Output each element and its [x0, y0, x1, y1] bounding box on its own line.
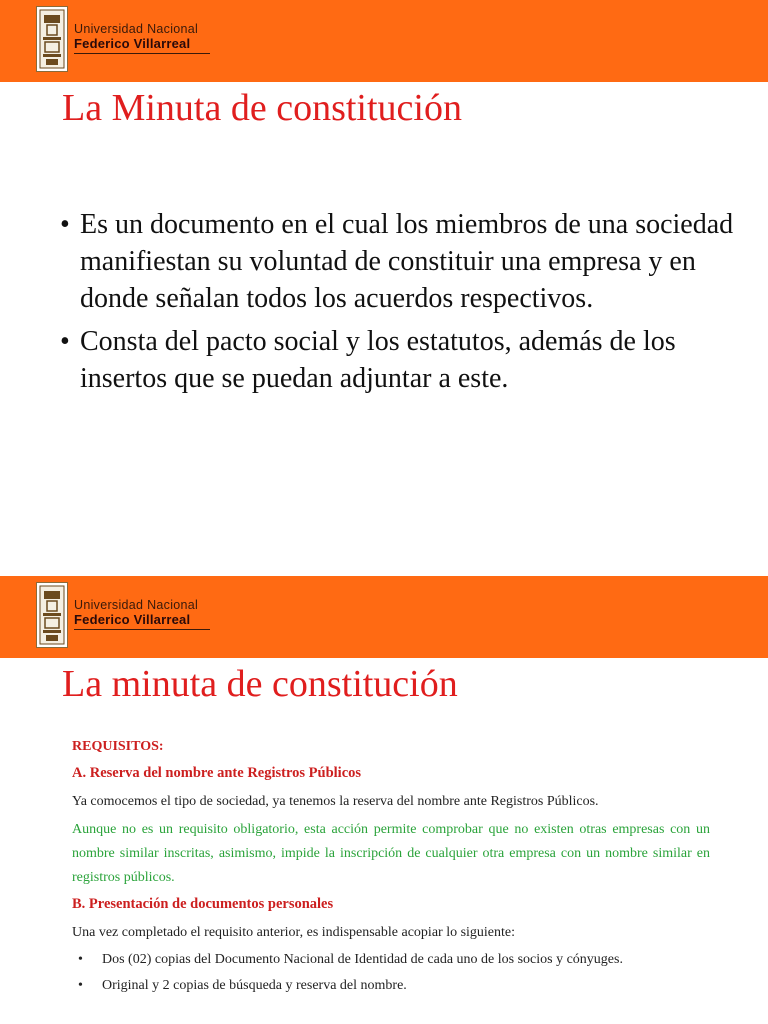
slide-divider: [0, 560, 768, 576]
university-logo: [36, 6, 68, 72]
slide-title: La minuta de constitución: [62, 663, 458, 705]
section-b-heading: B. Presentación de documentos personales: [72, 896, 334, 912]
university-name-line1: Universidad Nacional: [74, 598, 199, 612]
slide-title: La Minuta de constitución: [62, 87, 462, 129]
slide-content: [72, 739, 710, 1001]
section-a-heading: A. Reserva del nombre ante Registros Públicos: [72, 765, 362, 781]
slide-header: [0, 0, 768, 82]
university-name-line2: Federico Villarreal: [74, 612, 191, 627]
university-name-underline: [74, 629, 210, 630]
list-item: • Original y 2 copias de búsqueda y reserva del nombre.: [72, 975, 710, 997]
bullet-item: • Consta del pacto social y los estatutos, además de los insertos que se puedan adjuntar a este.: [60, 323, 740, 397]
section-b-text: Una vez completado el requisito anterior, es indispensable acopiar lo siguiente:: [72, 925, 516, 940]
bullet-list: [60, 206, 740, 403]
slide-2: [0, 576, 768, 1024]
list-item: • Dos (02) copias del Documento Nacional de Identidad de cada uno de los socios y cónyuges.: [72, 949, 710, 971]
bullet-item: • Es un documento en el cual los miembros de una sociedad manifiestan su voluntad de constituir una empresa y en donde señalan todos los acuerdos respectivos.: [60, 206, 740, 317]
requirements-list: [72, 949, 710, 997]
slide-header: [0, 576, 768, 658]
requisitos-label: REQUISITOS:: [72, 739, 164, 754]
section-a-note: Aunque no es un requisito obligatorio, esta acción permite comprobar que no existen otras empresas con un nombre similar inscritas, asimismo, impide la inscripción de cualquier otra empresa con un nombre similar en registros públicos.: [72, 822, 710, 885]
university-name-line1: Universidad Nacional: [74, 22, 199, 36]
university-name-line2: Federico Villarreal: [74, 36, 191, 51]
university-name-underline: [74, 53, 210, 54]
section-a-text: Ya comocemos el tipo de sociedad, ya tenemos la reserva del nombre ante Registros Públicos.: [72, 794, 599, 809]
university-logo: [36, 582, 68, 648]
